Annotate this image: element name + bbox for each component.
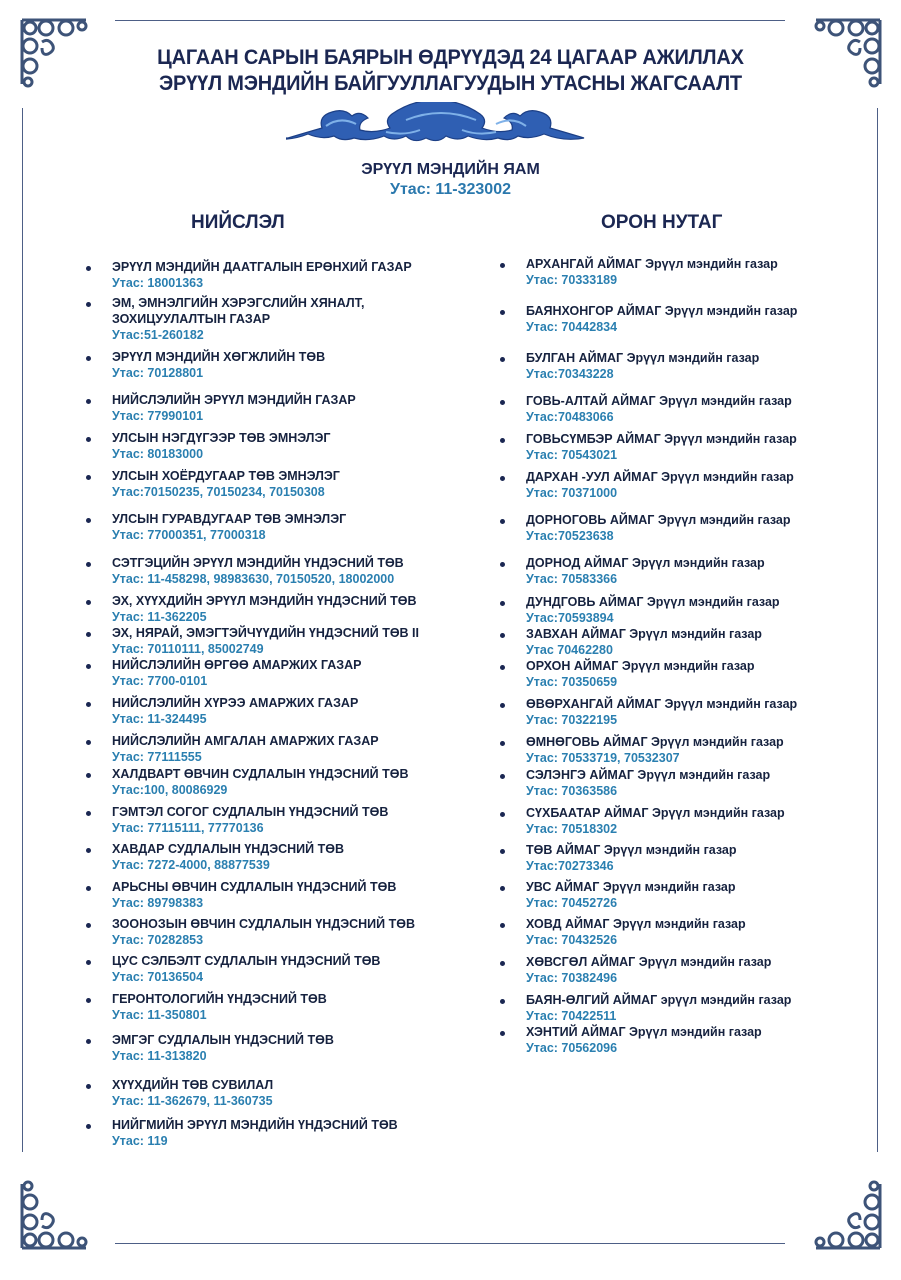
item-name: УЛСЫН ГУРАВДУГААР ТӨВ ЭМНЭЛЭГ	[112, 512, 347, 526]
item-phone: Утас: 70432526	[526, 933, 618, 947]
item-name: СҮХБААТАР АЙМАГ Эрүүл мэндийн газар	[526, 806, 785, 820]
item-name: ЭРҮҮЛ МЭНДИЙН ХӨГЖЛИЙН ТӨВ	[112, 350, 326, 364]
bullet-icon	[500, 562, 505, 567]
item-phone: Утас: 80183000	[112, 447, 204, 461]
item-name: БАЯНХОНГОР АЙМАГ Эрүүл мэндийн газар	[526, 304, 798, 318]
item-phone: Утас: 119	[112, 1134, 168, 1148]
item-name: ЭРҮҮЛ МЭНДИЙН ДААТГАЛЫН ЕРӨНХИЙ ГАЗАР	[112, 260, 412, 274]
bullet-icon	[500, 703, 505, 708]
bullet-icon	[86, 1124, 91, 1129]
bullet-icon	[86, 773, 91, 778]
item-name: ЭМ, ЭМНЭЛГИЙН ХЭРЭГСЛИЙН ХЯНАЛТ,	[112, 296, 365, 310]
item-phone: Утас: 89798383	[112, 896, 204, 910]
item-phone: Утас 70462280	[526, 643, 613, 657]
item-name: ХАВДАР СУДЛАЛЫН ҮНДЭСНИЙ ТӨВ	[112, 842, 344, 856]
item-phone: Утас: 11-362205	[112, 610, 207, 624]
item-name: ХЭНТИЙ АЙМАГ Эрүүл мэндийн газар	[526, 1025, 762, 1039]
bullet-icon	[500, 438, 505, 443]
bullet-icon	[500, 633, 505, 638]
bullet-icon	[86, 740, 91, 745]
bullet-icon	[86, 848, 91, 853]
item-name: НИЙГМИЙН ЭРҮҮЛ МЭНДИЙН ҮНДЭСНИЙ ТӨВ	[112, 1118, 398, 1132]
item-phone: Утас: 77111555	[112, 750, 202, 764]
item-phone: Утас:51-260182	[112, 328, 204, 342]
bullet-icon	[500, 310, 505, 315]
item-name: СЭТГЭЦИЙН ЭРҮҮЛ МЭНДИЙН ҮНДЭСНИЙ ТӨВ	[112, 556, 404, 570]
bullet-icon	[86, 302, 91, 307]
item-name: ӨВӨРХАНГАЙ АЙМАГ Эрүүл мэндийн газар	[526, 697, 798, 711]
item-phone: Утас: 70382496	[526, 971, 618, 985]
title-line-2: ЭРҮҮЛ МЭНДИЙН БАЙГУУЛЛАГУУДЫН УТАСНЫ ЖАГСААЛТ	[159, 71, 742, 95]
bullet-icon	[500, 923, 505, 928]
item-phone: Утас: 7272-4000, 88877539	[112, 858, 270, 872]
bullet-icon	[86, 437, 91, 442]
bullet-icon	[86, 1039, 91, 1044]
bullet-icon	[86, 664, 91, 669]
bullet-icon	[500, 519, 505, 524]
item-phone: Утас:70273346	[526, 859, 614, 873]
bullet-icon	[500, 961, 505, 966]
item-phone: Утас: 77115111, 77770136	[112, 821, 264, 835]
item-phone: Утас: 70350659	[526, 675, 618, 689]
item-phone: Утас: 70533719, 70532307	[526, 751, 680, 765]
bullet-icon	[500, 1031, 505, 1036]
bullet-icon	[86, 562, 91, 567]
ministry-phone: Утас: 11-323002	[390, 181, 511, 198]
bullet-icon	[86, 886, 91, 891]
bullet-icon	[500, 741, 505, 746]
item-phone: Утас: 70543021	[526, 448, 618, 462]
item-phone: Утас: 70322195	[526, 713, 618, 727]
bullet-icon	[86, 923, 91, 928]
bullet-icon	[500, 774, 505, 779]
item-phone: Утас: 70282853	[112, 933, 204, 947]
item-name: ДУНДГОВЬ АЙМАГ Эрүүл мэндийн газар	[526, 595, 780, 609]
item-name: ЦУС СЭЛБЭЛТ СУДЛАЛЫН ҮНДЭСНИЙ ТӨВ	[112, 954, 381, 968]
bullet-icon	[86, 399, 91, 404]
bullet-icon	[500, 601, 505, 606]
item-name: ГОВЬСҮМБЭР АЙМАГ Эрүүл мэндийн газар	[526, 432, 797, 446]
item-phone: Утас: 70110111, 85002749	[112, 642, 264, 656]
item-name: НИЙСЛЭЛИЙН ӨРГӨӨ АМАРЖИХ ГАЗАР	[112, 658, 362, 672]
item-name: УЛСЫН ХОЁРДУГААР ТӨВ ЭМНЭЛЭГ	[112, 469, 340, 483]
frame-left-line	[22, 108, 23, 1152]
item-name: НИЙСЛЭЛИЙН ХҮРЭЭ АМАРЖИХ ГАЗАР	[112, 696, 359, 710]
bullet-icon	[86, 1084, 91, 1089]
item-name: ДОРНОГОВЬ АЙМАГ Эрүүл мэндийн газар	[526, 513, 791, 527]
item-phone: Утас: 11-362679, 11-360735	[112, 1094, 273, 1108]
item-phone: Утас: 70442834	[526, 320, 618, 334]
item-phone: Утас: 70333189	[526, 273, 618, 287]
bullet-icon	[86, 600, 91, 605]
item-name: БАЯН-ӨЛГИЙ АЙМАГ эрүүл мэндийн газар	[526, 993, 792, 1007]
item-phone: Утас: 7700-0101	[112, 674, 208, 688]
item-phone: Утас: 11-313820	[112, 1049, 207, 1063]
item-phone: Утас:70523638	[526, 529, 614, 543]
item-name: ГЕРОНТОЛОГИЙН ҮНДЭСНИЙ ТӨВ	[112, 992, 327, 1006]
item-phone: Утас:70150235, 70150234, 70150308	[112, 485, 325, 499]
ministry-block	[0, 160, 901, 200]
item-phone: Утас: 11-324495	[112, 712, 207, 726]
bullet-icon	[500, 357, 505, 362]
item-phone: Утас: 70452726	[526, 896, 618, 910]
provinces-heading: ОРОН НУТАГ	[601, 212, 723, 233]
frame-right-line	[877, 108, 878, 1152]
bullet-icon	[86, 475, 91, 480]
item-phone: Утас:100, 80086929	[112, 783, 228, 797]
bullet-icon	[500, 665, 505, 670]
title-line-1: ЦАГААН САРЫН БАЯРЫН ӨДРҮҮДЭД 24 ЦАГААР АЖИЛЛАХ	[157, 45, 744, 69]
bullet-icon	[86, 518, 91, 523]
item-phone: Утас:70593894	[526, 611, 614, 625]
item-name: УЛСЫН НЭГДҮГЭЭР ТӨВ ЭМНЭЛЭГ	[112, 431, 331, 445]
frame-bottom-line	[115, 1243, 785, 1244]
item-name: НИЙСЛЭЛИЙН АМГАЛАН АМАРЖИХ ГАЗАР	[112, 734, 379, 748]
capital-heading: НИЙСЛЭЛ	[191, 212, 285, 233]
bullet-icon	[86, 266, 91, 271]
item-name: ОРХОН АЙМАГ Эрүүл мэндийн газар	[526, 659, 755, 673]
bullet-icon	[86, 702, 91, 707]
item-name: ЗОХИЦУУЛАЛТЫН ГАЗАР	[112, 312, 271, 326]
bullet-icon	[500, 400, 505, 405]
item-name: ХАЛДВАРТ ӨВЧИН СУДЛАЛЫН ҮНДЭСНИЙ ТӨВ	[112, 767, 409, 781]
item-phone: Утас: 77990101	[112, 409, 204, 423]
item-name: ЗООНОЗЫН ӨВЧИН СУДЛАЛЫН ҮНДЭСНИЙ ТӨВ	[112, 917, 415, 931]
item-name: НИЙСЛЭЛИЙН ЭРҮҮЛ МЭНДИЙН ГАЗАР	[112, 393, 356, 407]
item-phone: Утас: 70136504	[112, 970, 204, 984]
item-name: ДАРХАН -УУЛ АЙМАГ Эрүүл мэндийн газар	[526, 470, 794, 484]
item-name: БУЛГАН АЙМАГ Эрүүл мэндийн газар	[526, 351, 760, 365]
corner-ornament-bottom-right-icon	[810, 1178, 886, 1254]
item-name: ГЭМТЭЛ СОГОГ СУДЛАЛЫН ҮНДЭСНИЙ ТӨВ	[112, 805, 389, 819]
cloud-ornament-icon	[286, 102, 596, 144]
item-name: ЗАВХАН АЙМАГ Эрүүл мэндийн газар	[526, 627, 762, 641]
item-name: ХҮҮХДИЙН ТӨВ СУВИЛАЛ	[112, 1078, 274, 1092]
item-name: ЭХ, НЯРАЙ, ЭМЭГТЭЙЧҮҮДИЙН ҮНДЭСНИЙ ТӨВ II	[112, 626, 420, 640]
bullet-icon	[86, 632, 91, 637]
item-name: АРХАНГАЙ АЙМАГ Эрүүл мэндийн газар	[526, 257, 778, 271]
bullet-icon	[500, 886, 505, 891]
bullet-icon	[500, 999, 505, 1004]
item-phone: Утас: 70583366	[526, 572, 618, 586]
bullet-icon	[500, 476, 505, 481]
item-name: ХОВД АЙМАГ Эрүүл мэндийн газар	[526, 917, 746, 931]
item-phone: Утас: 70371000	[526, 486, 618, 500]
item-name: АРЬСНЫ ӨВЧИН СУДЛАЛЫН ҮНДЭСНИЙ ТӨВ	[112, 880, 397, 894]
page-title	[0, 44, 901, 96]
item-phone: Утас: 70128801	[112, 366, 204, 380]
bullet-icon	[86, 811, 91, 816]
item-name: СЭЛЭНГЭ АЙМАГ Эрүүл мэндийн газар	[526, 768, 771, 782]
item-name: ЭХ, ХҮҮХДИЙН ЭРҮҮЛ МЭНДИЙН ҮНДЭСНИЙ ТӨВ	[112, 594, 417, 608]
bullet-icon	[86, 356, 91, 361]
item-name: ДОРНОД АЙМАГ Эрүүл мэндийн газар	[526, 556, 765, 570]
item-name: ТӨВ АЙМАГ Эрүүл мэндийн газар	[526, 843, 737, 857]
item-name: ЭМГЭГ СУДЛАЛЫН ҮНДЭСНИЙ ТӨВ	[112, 1033, 334, 1047]
item-phone: Утас: 70518302	[526, 822, 618, 836]
item-name: ХӨВСГӨЛ АЙМАГ Эрүүл мэндийн газар	[526, 955, 772, 969]
item-phone: Утас: 77000351, 77000318	[112, 528, 266, 542]
bullet-icon	[500, 263, 505, 268]
item-phone: Утас: 70422511	[526, 1009, 617, 1023]
frame-top-line	[115, 20, 785, 21]
item-phone: Утас:70483066	[526, 410, 614, 424]
item-phone: Утас:70343228	[526, 367, 614, 381]
item-phone: Утас: 70363586	[526, 784, 618, 798]
item-phone: Утас: 11-458298, 98983630, 70150520, 18002000	[112, 572, 395, 586]
bullet-icon	[86, 960, 91, 965]
item-name: ӨМНӨГОВЬ АЙМАГ Эрүүл мэндийн газар	[526, 735, 784, 749]
bullet-icon	[500, 812, 505, 817]
item-phone: Утас: 70562096	[526, 1041, 618, 1055]
item-name: УВС АЙМАГ Эрүүл мэндийн газар	[526, 880, 736, 894]
ministry-name: ЭРҮҮЛ МЭНДИЙН ЯАМ	[361, 161, 540, 178]
bullet-icon	[500, 849, 505, 854]
item-phone: Утас: 18001363	[112, 276, 204, 290]
bullet-icon	[86, 998, 91, 1003]
item-phone: Утас: 11-350801	[112, 1008, 207, 1022]
corner-ornament-bottom-left-icon	[16, 1178, 92, 1254]
item-name: ГОВЬ-АЛТАЙ АЙМАГ Эрүүл мэндийн газар	[526, 394, 792, 408]
